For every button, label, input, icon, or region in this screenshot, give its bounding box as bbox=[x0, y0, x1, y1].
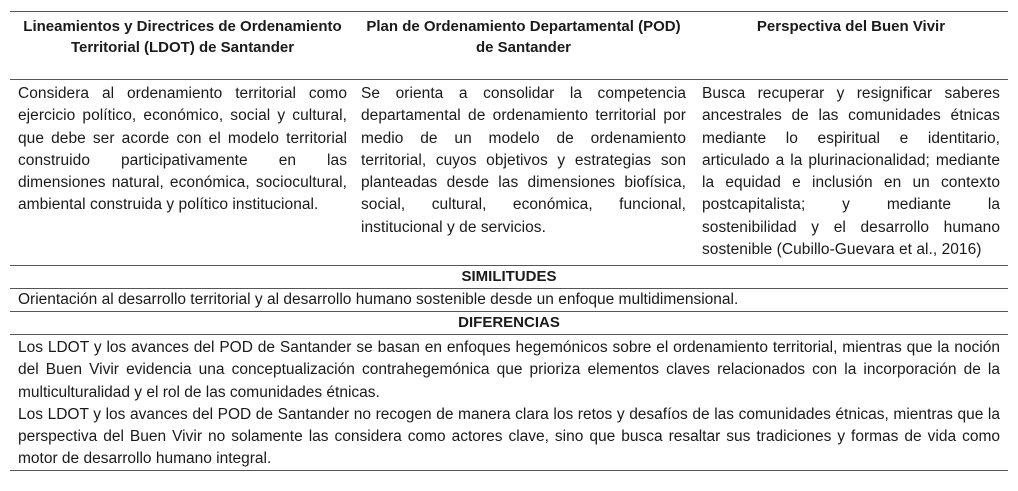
diferencias-paragraph-2: Los LDOT y los avances del POD de Santander no recogen de manera clara los retos y desafíos de las comunidades étnicas, mientras que la perspectiva del Buen Vivir no solamente las considera como actores clave, sino que busca resaltar sus tradiciones y formas de vida como motor de desarrollo humano integral. bbox=[18, 405, 1000, 468]
description-buen-vivir: Busca recuperar y resignificar saberes ancestrales de las comunidades étnicas mediante lo espiritual e identitario, articulado a la plurinacionalidad; mediante la equidad e inclusión en un contexto postcapitalista; y mediante la sostenibilidad y el desarrollo humano sostenible (Cubillo-Guevara et al., 2016) bbox=[702, 85, 1000, 259]
description-row bbox=[10, 80, 1008, 265]
similitudes-title: SIMILITUDES bbox=[461, 268, 557, 285]
header-buen-vivir: Perspectiva del Buen Vivir bbox=[756, 18, 946, 35]
diferencias-paragraph-1: Los LDOT y los avances del POD de Santander se basan en enfoques hegemónicos sobre el ordenamiento territorial, mientras que la noción del Buen Vivir evidencia una conceptualización contrahegemónica que prioriza elementos claves relacionados con la incorporación de la multiculturalidad y el rol de las comunidades étnicas. bbox=[18, 339, 1000, 401]
diferencias-body bbox=[10, 335, 1008, 470]
header-row bbox=[10, 12, 1008, 79]
description-pod: Se orienta a consolidar la competencia departamental de ordenamiento territorial por medio de un modelo de ordenamiento territorial, cuyos objetivos y estrategias son planteadas desde las dimensiones biofísica, social, cultural, económica, funcional, institucional y de servicios. bbox=[361, 85, 686, 236]
description-ldot: Considera al ordenamiento territorial como ejercicio político, económico, social y cultural, que debe ser acorde con el modelo territorial construido participativamente en las dimensiones natural, económica, sociocultural, ambiental construida y político institucional. bbox=[18, 85, 347, 214]
comparison-table bbox=[10, 11, 1008, 471]
similitudes-text: Orientación al desarrollo territorial y al desarrollo humano sostenible desde un enfoque multidimensional. bbox=[18, 291, 739, 308]
diferencias-title: DIFERENCIAS bbox=[458, 314, 560, 331]
header-ldot: Lineamientos y Directrices de Ordenamiento Territorial (LDOT) de Santander bbox=[23, 18, 342, 56]
header-pod: Plan de Ordenamiento Departamental (POD) de Santander bbox=[366, 18, 681, 56]
